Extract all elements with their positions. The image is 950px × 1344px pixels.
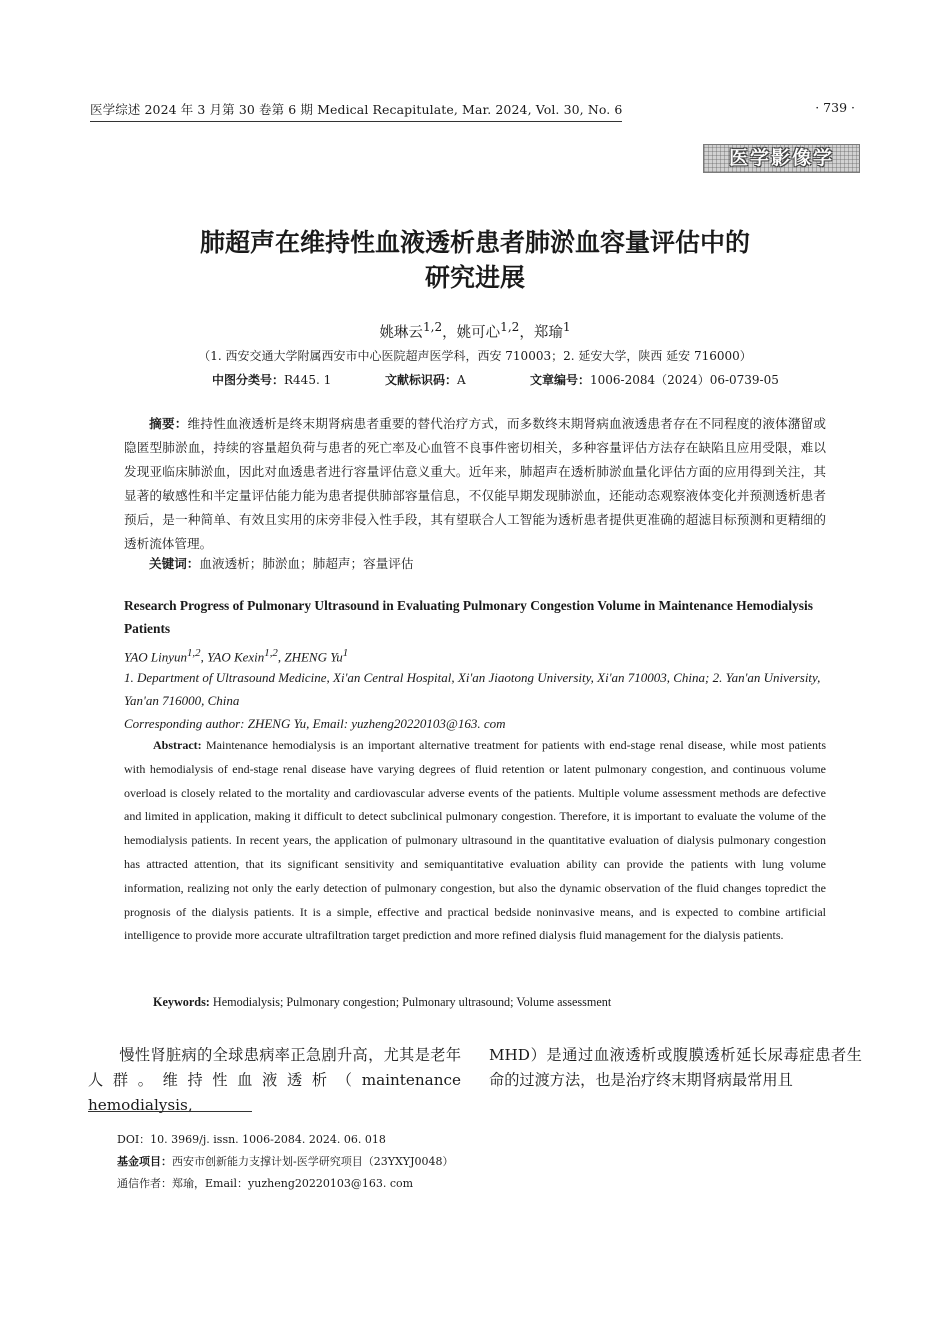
authors-en: YAO Linyun$^{1,2}$, YAO Kexin$^{1,2}$, ZHENG Yu$^1$ — [124, 647, 349, 665]
article-label: 文章编号： — [530, 373, 591, 387]
affiliation-en: 1. Department of Ultrasound Medicine, Xi'an Central Hospital, Xi'an Jiaotong University, Xi'an 710003, China; 2. Yan'an University, Yan'an 716000, China — [124, 670, 821, 708]
section-tag: 医学影像学 — [703, 144, 860, 173]
keywords-en — [153, 995, 611, 1010]
authors-cn: 姚琳云$^{1,2}$，姚可心$^{1,2}$，郑瑜$^1$ — [379, 320, 571, 341]
clc-label: 中图分类号： — [212, 373, 285, 387]
article-value: 1006-2084（2024）06-0739-05 — [590, 373, 779, 387]
affiliation-cn: （1. 西安交通大学附属西安市中心医院超声医学科，西安 710003；2. 延安大学，陕西 延安 716000） — [198, 349, 752, 363]
body-right-column: MHD）是通过血液透析或腹膜透析延长尿毒症患者生命的过渡方法，也是治疗终末期肾病最常用且 — [489, 1046, 862, 1089]
clc-value: R445. 1 — [284, 373, 332, 387]
article-number — [530, 371, 779, 388]
author-cn-3: 郑瑜 — [533, 324, 563, 341]
author-cn-2: 姚可心 — [456, 324, 501, 341]
author-en-1: YAO Linyun — [124, 649, 188, 665]
abstract-cn-label: 摘要： — [149, 416, 188, 431]
footnote-doi: DOI：10. 3969/j. issn. 1006-2084. 2024. 06. 018 — [117, 1133, 386, 1146]
abstract-cn-text: 维持性血液透析是终末期肾病患者重要的替代治疗方式，而多数终末期肾病血液透患者存在不同程度的液体潴留或隐匿型肺淤血，持续的容量超负荷与患者的死亡率及心血管不良事件密切相关，多种容量评估方法存在缺陷且应用受限，难以发现亚临床肺淤血，因此对血透患者进行容量评估意义重大。近年来，肺超声在透析肺淤血量化评估方面的应用得到关注，其显著的敏感性和半定量评估能力能为患者提供肺部容量信息，不仅能早期发现肺淤血，还能动态观察液体变化并预测透析患者预后，是一种简单、有效且实用的床旁非侵入性手段，其有望联合人工智能为透析患者提供更准确的超滤目标预测和更精细的透析流体管理。 — [124, 416, 827, 551]
title-cn-line1: 肺超声在维持性血液透析患者肺淤血容量评估中的 — [199, 228, 750, 257]
keywords-cn-label: 关键词： — [149, 556, 200, 571]
footnote-fund — [117, 1153, 453, 1169]
author-en-1-sup: 1,2 — [187, 647, 201, 659]
body-left-column — [88, 1043, 461, 1118]
abstract-cn — [124, 412, 826, 556]
author-en-3: ZHENG Yu — [284, 649, 343, 665]
author-cn-1-sup: 1,2 — [422, 320, 443, 334]
author-cn-1: 姚琳云 — [379, 324, 423, 341]
doc-code — [385, 371, 466, 388]
abstract-en-text: Maintenance hemodialysis is an important alternative treatment for patients with end-stage renal disease, while most patients with hemodialysis of end-stage renal disease have varying degrees of fluid retention or latent pulmonary congestion, and continuous volume overload is closely related to the mortality and cardiovascular adverse events of the patients. Multiple volume assessment methods are defective and limited in application, making it difficult to detect subclinical pulmonary congestion. Therefore, it is important to evaluate the volume of the hemodialysis patients. In recent years, the application of pulmonary ultrasound in the quantitative evaluation of dialysis pulmonary congestion has attracted attention, that its significant sensitivity and semiquantitative evaluation ability can provide the patients with lung volume information, realizing not only the early detection of pulmonary congestion, but also the dynamic observation of the fluid changes topredict the prognosis of the dialysis patients. It is a simple, effective and practical bedside noninvasive means, and is expected to combine artificial intelligence to provide more accurate ultrafiltration target prediction and more refined dialysis fluid management for the dialysis patients. — [124, 738, 827, 943]
abstract-en-label: Abstract: — [153, 738, 202, 752]
doc-value: A — [457, 373, 466, 387]
author-en-3-sup: 1 — [342, 647, 349, 659]
author-cn-3-sup: 1 — [562, 320, 571, 334]
keywords-en-text: Hemodialysis; Pulmonary congestion; Pulmonary ultrasound; Volume assessment — [212, 995, 612, 1009]
corresponding-en: Corresponding author: ZHENG Yu, Email: yuzheng20220103@163. com — [124, 716, 506, 731]
body-left-text: 慢性肾脏病的全球患病率正急剧升高，尤其是老年人群。维持性血液透析（maintenance hemodialysis, — [88, 1046, 461, 1114]
footnote-corresponding: 通信作者：郑瑜，Email：yuzheng20220103@163. com — [117, 1177, 414, 1190]
fund-label: 基金项目： — [117, 1155, 172, 1168]
keywords-cn — [149, 553, 413, 572]
clc-number — [212, 371, 331, 388]
footnote-divider — [88, 1111, 252, 1112]
abstract-en — [124, 734, 826, 948]
keywords-cn-text: 血液透析；肺淤血；肺超声；容量评估 — [199, 556, 414, 571]
page-number: · 739 · — [815, 100, 855, 115]
keywords-en-label: Keywords: — [153, 995, 210, 1009]
author-en-2: YAO Kexin — [207, 649, 265, 665]
title-en: Research Progress of Pulmonary Ultrasound in Evaluating Pulmonary Congestion Volume in Maintenance Hemodialysis Patients — [124, 598, 813, 636]
doc-label: 文献标识码： — [385, 373, 458, 387]
author-en-2-sup: 1,2 — [264, 647, 278, 659]
journal-header: 医学综述 2024 年 3 月第 30 卷第 6 期 Medical Recapitulate, Mar. 2024, Vol. 30, No. 6 — [90, 100, 622, 122]
author-cn-2-sup: 1,2 — [500, 320, 520, 334]
fund-text: 西安市创新能力支撑计划-医学研究项目（23YXYJ0048） — [172, 1155, 454, 1168]
title-cn-line2: 研究进展 — [424, 263, 525, 292]
